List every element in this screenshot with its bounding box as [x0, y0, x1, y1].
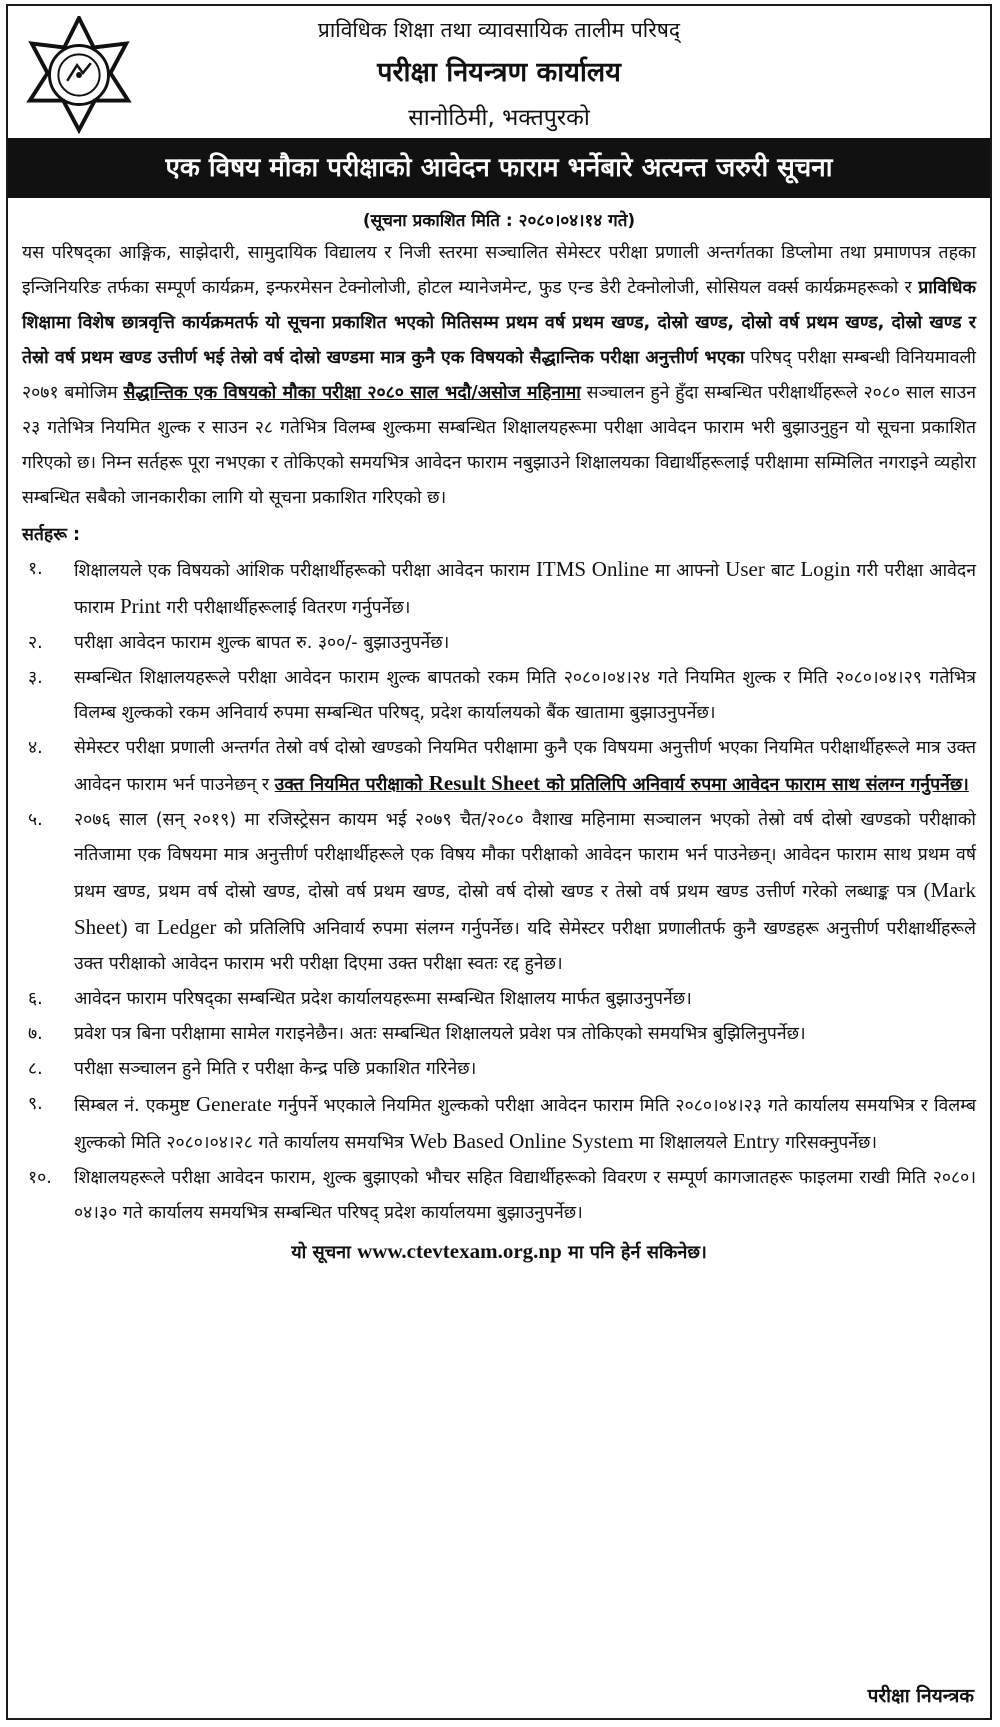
text-part: बाट	[764, 561, 801, 581]
item-text: आवेदन फाराम परिषद्का सम्बन्धित प्रदेश कार्यालयहरूमा सम्बन्धित शिक्षालय मार्फत बुझाउनुपर्नेछ।	[74, 989, 692, 1009]
item-text	[74, 731, 976, 803]
text-part: सेमेस्टर परीक्षा प्रणाली अन्तर्गत तेस्रो वर्ष दोस्रो खण्डको नियमित परीक्षामा कुनै एक विषयमा अनुत्तीर्ण भएका नियमित परीक्षार्थीहरूले मात्र उक्त आवेदन फाराम भर्न पाउनेछन् र	[74, 738, 976, 795]
text-part: Entry	[733, 1129, 780, 1153]
text-part: वा	[127, 919, 157, 939]
website-note-text: यो सूचना	[291, 1242, 358, 1263]
text-part: गरी परीक्षा आवेदन फाराम	[74, 561, 977, 618]
intro-paragraph	[22, 236, 976, 516]
highlight-text	[274, 771, 969, 795]
text-part: Generate	[195, 1092, 272, 1116]
item-number: २.	[28, 633, 43, 653]
item-number: ८.	[28, 1059, 43, 1079]
text-part: User	[725, 557, 765, 581]
list-item	[22, 1017, 976, 1052]
council-name: प्राविधिक शिक्षा तथा व्यावसायिक तालीम परिषद्	[317, 18, 681, 42]
terms-heading: सर्तहरू :	[22, 525, 81, 545]
item-text	[74, 1087, 976, 1161]
notice-title-banner: एक विषय मौका परीक्षाको आवेदन फाराम भर्नेबारे अत्यन्त जरुरी सूचना	[8, 138, 990, 198]
item-text	[74, 803, 976, 982]
item-text: प्रवेश पत्र बिना परीक्षामा सामेल गराइनेछैन। अतः सम्बन्धित शिक्षालयले प्रवेश पत्र तोकिएको समयभित्र बुझिलिनुपर्नेछ।	[74, 1024, 806, 1044]
intro-text-3: सञ्चालन हुने हुँदा सम्बन्धित परीक्षार्थीहरूले २०८० साल साउन २३ गतेभित्र नियमित शुल्क र साउन २८ गतेभित्र विलम्ब शुल्कमा सम्बन्धित शिक्षालयहरूमा परीक्षा आवेदन फाराम भरी बुझाउनुहुन यो सूचना प्रकाशित गरिएको छ। निम्न सर्तहरू पूरा नभएका र तोकिएको समयभित्र आवेदन फाराम नबुझाउने शिक्षालयका विद्यार्थीहरूलाई परीक्षामा सम्मिलित नगराइने व्यहोरा सम्बन्धित सबैको जानकारीका लागि यो सूचना प्रकाशित गरिएको छ।	[22, 383, 976, 508]
item-number: ९.	[28, 1094, 43, 1114]
notice-body	[22, 206, 976, 1271]
signatory-title: परीक्षा नियन्त्रक	[867, 1685, 974, 1707]
text-part: २०७६ साल (सन् २०१९) मा रजिस्ट्रेसन कायम भई २०७९ चैत/२०८० वैशाख महिनामा सञ्चालन भएको तेस्रो वर्ष दोस्रो खण्डको परीक्षाको नतिजामा एक विषयमा मात्र अनुत्तीर्ण परीक्षार्थीहरूले एक विषय मौका परीक्षाको आवेदन फाराम भर्न पाउनेछन्। आवेदन फाराम साथ प्रथम वर्ष प्रथम खण्ड, प्रथम वर्ष दोस्रो खण्ड, दोस्रो वर्ष प्रथम खण्ड, दोस्रो वर्ष दोस्रो खण्ड र तेस्रो वर्ष प्रथम खण्ड उत्तीर्ण गरेको लब्धाङ्क पत्र	[74, 810, 976, 902]
list-item	[22, 1052, 976, 1087]
list-item	[22, 626, 976, 661]
website-note-text: मा पनि हेर्न सकिनेछ।	[561, 1242, 707, 1263]
item-text	[74, 552, 976, 626]
item-text: परीक्षा सञ्चालन हुने मिति र परीक्षा केन्द्र पछि प्रकाशित गरिनेछ।	[74, 1059, 477, 1079]
item-text: शिक्षालयहरूले परीक्षा आवेदन फाराम, शुल्क बुझाएको भौचर सहित विद्यार्थीहरूको विवरण र सम्पूर्ण कागजातहरू फाइलमा राखी मिति २०८०।०४।३० गते कार्यालय समयभित्र सम्बन्धित परिषद् प्रदेश कार्यालयमा बुझाउनुपर्नेछ।	[74, 1168, 976, 1223]
intro-text-1: यस परिषद्का आङ्गिक, साझेदारी, सामुदायिक विद्यालय र निजी स्तरमा सञ्चालित सेमेस्टर परीक्षा प्रणाली अन्तर्गतका डिप्लोमा तथा प्रमाणपत्र तहका इन्जिनियरिङ तर्फका सम्पूर्ण कार्यक्रम, इन्फरमेसन टेक्नोलोजी, होटल म्यानेजमेन्ट, फुड एन्ड डेरी टेक्नोलोजी, सोसियल वर्क्स कार्यक्रमहरूको र	[22, 243, 976, 298]
website-note	[22, 1233, 976, 1271]
text-part: Login	[800, 557, 851, 581]
text-part: गरिसक्नुपर्नेछ।	[779, 1133, 878, 1153]
text-part: उक्त नियमित परीक्षाको	[274, 775, 423, 795]
text-part: गर्नुपर्ने भएकाले नियमित शुल्कको परीक्षा आवेदन फाराम मिति २०८०।०४।२३ गते कार्यालय समयभित्र र विलम्ब शुल्कको मिति २०८०।०४।२८ गते कार्यालय समयभित्र	[74, 1096, 976, 1153]
text-part: शिक्षालयले एक विषयको आंशिक परीक्षार्थीहरूको परीक्षा आवेदन फाराम	[74, 561, 536, 581]
text-part: Ledger	[156, 915, 217, 939]
text-part: Web Based Online System	[409, 1129, 634, 1153]
list-item	[22, 1161, 976, 1231]
text-part: ITMS Online	[535, 557, 649, 581]
text-part: सिम्बल नं. एकमुष्ट	[74, 1096, 196, 1116]
text-part: मा आफ्नो	[648, 561, 726, 581]
intro-bold-text: प्राविधिक शिक्षामा विशेष छात्रवृत्ति कार्यक्रमतर्फ यो सूचना प्रकाशित भएको मितिसम्म प्रथम वर्ष प्रथम खण्ड, दोस्रो खण्ड, दोस्रो वर्ष प्रथम खण्ड, दोस्रो खण्ड र तेस्रो वर्ष प्रथम खण्ड उत्तीर्ण भई तेस्रो वर्ष दोस्रो खण्डमा मात्र कुनै एक विषयको सैद्धान्तिक परीक्षा अनुत्तीर्ण भएका	[22, 278, 976, 368]
text-part: Result Sheet	[428, 771, 541, 795]
item-number: ६.	[28, 989, 43, 1009]
list-item	[22, 982, 976, 1017]
item-number: ४.	[28, 738, 43, 758]
text-part: गरी परीक्षार्थीहरूलाई वितरण गर्नुपर्नेछ।	[160, 598, 411, 618]
item-number: १०.	[28, 1168, 52, 1188]
header	[8, 6, 990, 134]
office-location: सानोठिमी, भक्तपुरको	[408, 105, 590, 131]
text-part: को प्रतिलिपि अनिवार्य रुपमा आवेदन फाराम साथ संलग्न गर्नुपर्नेछ।	[546, 775, 969, 795]
text-part: को प्रतिलिपि अनिवार्य रुपमा संलग्न गर्नुपर्नेछ। यदि सेमेस्टर परीक्षा प्रणालीतर्फ कुनै खण्डहरू अनुत्तीर्ण परीक्षार्थीहरूले उक्त परीक्षाको आवेदन फाराम भरी परीक्षा दिएमा उक्त परीक्षा स्वतः रद्द हुनेछ।	[74, 919, 976, 974]
intro-highlight-text: सैद्धान्तिक एक विषयको मौका परीक्षा २०८० साल भदौ/असोज महिनामा	[123, 383, 581, 403]
website-link[interactable]: www.ctevtexam.org.np	[357, 1239, 562, 1263]
list-item	[22, 552, 976, 626]
text-part: मा शिक्षालयले	[633, 1133, 734, 1153]
item-number: १.	[28, 559, 43, 579]
publication-date: (सूचना प्रकाशित मिति : २०८०।०४।१४ गते)	[362, 211, 636, 231]
item-text: सम्बन्धित शिक्षालयहरूले परीक्षा आवेदन फाराम शुल्क बापतको रकम मिति २०८०।०४।२४ गते नियमित शुल्क र मिति २०८०।०४।२९ गतेभित्र विलम्ब शुल्कको रकम अनिवार्य रुपमा सम्बन्धित परिषद्, प्रदेश कार्यालयको बैंक खातामा बुझाउनुपर्नेछ।	[74, 668, 976, 723]
item-text: परीक्षा आवेदन फाराम शुल्क बापत रु. ३००/- बुझाउनुपर्नेछ।	[74, 633, 450, 653]
terms-list	[22, 552, 976, 1231]
item-number: ३.	[28, 668, 43, 688]
text-part: (Mark Sheet)	[74, 878, 976, 939]
list-item	[22, 1087, 976, 1161]
list-item	[22, 803, 976, 982]
list-item	[22, 731, 976, 803]
text-part: Print	[120, 594, 161, 618]
item-number: ५.	[28, 810, 43, 830]
item-number: ७.	[28, 1024, 43, 1044]
office-name: परीक्षा नियन्त्रण कार्यालय	[377, 57, 621, 88]
list-item	[22, 661, 976, 731]
intro-text-2: परिषद् परीक्षा सम्बन्धी विनियमावली २०७१ बमोजिम	[22, 348, 976, 403]
notice-page	[6, 4, 992, 1720]
